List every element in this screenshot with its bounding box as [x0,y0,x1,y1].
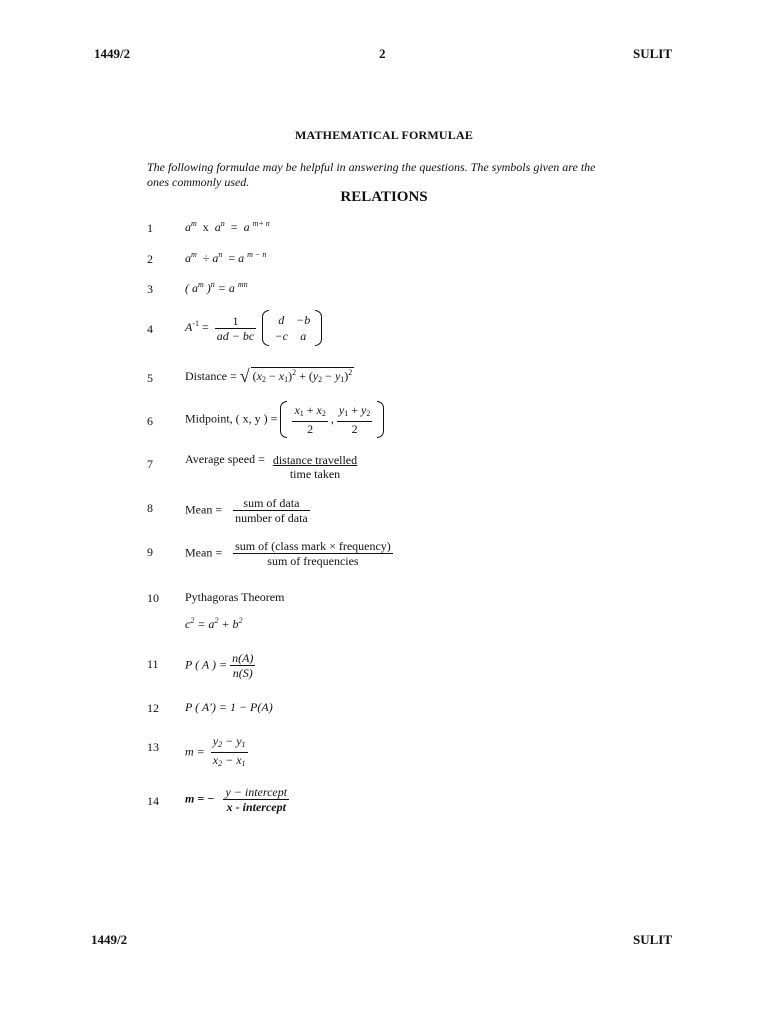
formula-11: P ( A ) = $\frac{n(A)}{n(S)}$ [185,651,254,680]
formula-9: Mean = $\frac{\text{sum of (class mark × frequency)}}{\text{sum of frequencies}}$ [185,539,391,568]
grouped-mean-fraction: $\frac{\text{sum of (class mark × frequency)}}{\text{sum of frequencies}}$ [235,539,391,568]
footer-code: 1449/2 [91,932,128,947]
formula-number-1: 1 [147,221,153,235]
formula-number-9: 9 [147,545,153,559]
page-number: 2 [379,46,386,61]
formula-number-14: 14 [147,794,159,808]
formula-number-12: 12 [147,701,159,715]
footer-sulit: SULIT [633,932,673,947]
formula-number-4: 4 [147,322,153,336]
formula-10: $c^2 = a^2 + b^2$ [185,616,243,631]
inverse-fraction: $\frac{1}{ad - bc}$ [216,313,255,343]
formula-8: Mean = $\frac{\text{sum of data}}{\text{number of data}}$ [185,496,308,525]
midpoint-label: Midpoint, ( x, y ) = [185,411,278,426]
formula-number-11: 11 [147,657,159,671]
average-speed-fraction: $\frac{\text{distance travelled}}{\text{time taken}}$ [272,453,358,481]
header-sulit: SULIT [633,46,673,61]
formula-number-2: 2 [147,252,153,266]
formula-1: $a^m$ x $a^n = a$ $^{m+ n}$ [185,219,270,234]
formula-number-3: 3 [147,282,153,296]
formula-13: m = $\frac{y_2 - y_1}{x_2 - x_1}$ [185,734,246,768]
intro-line-2: ones commonly used. [147,175,250,189]
formula-12: P ( A′) = 1 − P(A) [185,700,273,714]
formula-number-10: 10 [147,591,159,605]
formula-5: Distance = √ $(x_2 - x_1)^2 + (y_2 - y_1)^2$ [185,366,353,386]
formula-3: ( $a^m$ )$^n$ = a $^{mn}$ [185,280,248,295]
distance-label: Distance = [185,369,237,383]
section-title: RELATIONS [340,189,428,205]
formula-number-5: 5 [147,371,153,385]
midpoint-expression: $\frac{x_1 + x_2}{2}$ , $\frac{y_1 + y_2}{2}$ [280,403,384,436]
formula-number-13: 13 [147,740,159,754]
formula-number-7: 7 [147,457,153,471]
formula-6 [185,403,384,436]
page-title: MATHEMATICAL FORMULAE [294,128,474,142]
formula-number-8: 8 [147,501,153,515]
formula-2: $a^m \div a^n = a$ $^{m - n}$ [185,250,267,265]
formula-7: Average speed = $\frac{\text{distance travelled}}{\text{time taken}}$ [185,452,358,481]
formula-number-6: 6 [147,414,153,428]
formula-14: m = − $\frac{\text{y − intercept}}{\text{x - intercept}}$ [185,785,288,814]
intro-line-1: The following formulae may be helpful in answering the questions. The symbols given are the [147,160,596,174]
formula-10-label: Pythagoras Theorem [185,590,285,604]
formula-4: $A^{-1}$ = $\frac{1}{ad - bc}$ d −b −c a [185,312,322,344]
mean-fraction: $\frac{\text{sum of data}}{\text{number of data}}$ [235,496,308,525]
header-code: 1449/2 [94,46,131,61]
inverse-matrix: d −b −c a [262,312,322,344]
